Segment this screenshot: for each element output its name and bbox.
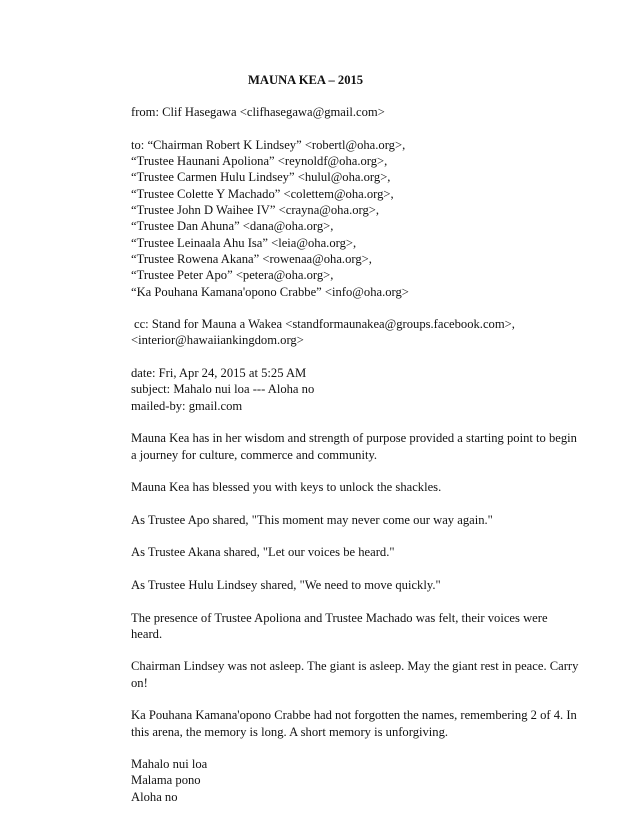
from-text: from: Clif Hasegawa <clifhasegawa@gmail.com> [131, 105, 385, 120]
closing [131, 756, 581, 805]
body-paragraph: Chairman Lindsey was not asleep. The giant is asleep. May the giant rest in peace. Carry on! [131, 659, 579, 690]
to-line: “Trustee Haunani Apoliona” <reynoldf@oha.org>, [131, 154, 388, 169]
email-metadata [131, 365, 581, 414]
to-line: “Trustee Rowena Akana” <rowenaa@oha.org>, [131, 251, 372, 266]
closing-line: Aloha no [131, 789, 178, 804]
to-line: “Ka Pouhana Kamana'opono Crabbe” <info@oha.org> [131, 284, 409, 299]
document-title: MAUNA KEA – 2015 [248, 73, 364, 87]
body-paragraph: As Trustee Akana shared, "Let our voices be heard." [131, 545, 395, 560]
body-paragraph: Mauna Kea has in her wisdom and strength of purpose provided a starting point to begin a journey for culture, commerce and community. [131, 431, 577, 462]
body-paragraph: The presence of Trustee Apoliona and Trustee Machado was felt, their voices were heard. [131, 610, 548, 641]
mailed-by-line: mailed-by: gmail.com [131, 398, 243, 413]
to-recipients [131, 137, 581, 300]
to-line: “Trustee Leinaala Ahu Isa” <leia@oha.org>, [131, 235, 357, 250]
cc-line: cc: Stand for Mauna a Wakea <standformaunakea@groups.facebook.com>, [134, 317, 515, 332]
cc-recipients [131, 316, 581, 349]
closing-line: Malama pono [131, 773, 201, 788]
to-line: “Trustee John D Waihee IV” <crayna@oha.org>, [131, 203, 380, 218]
document-page [131, 72, 581, 821]
to-line: to: “Chairman Robert K Lindsey” <robertl@oha.org>, [131, 137, 406, 152]
body-paragraph: Ka Pouhana Kamana'opono Crabbe had not forgotten the names, remembering 2 of 4. In this arena, the memory is long. A short memory is unforgiving. [131, 708, 577, 739]
to-line: “Trustee Peter Apo” <petera@oha.org>, [131, 268, 334, 283]
body-paragraph: As Trustee Hulu Lindsey shared, "We need to move quickly." [131, 577, 441, 592]
body-paragraph: Mauna Kea has blessed you with keys to unlock the shackles. [131, 480, 442, 495]
body-paragraph: As Trustee Apo shared, "This moment may never come our way again." [131, 512, 493, 527]
closing-line: Mahalo nui loa [131, 757, 208, 772]
to-line: “Trustee Dan Ahuna” <dana@oha.org>, [131, 219, 334, 234]
from-line [131, 104, 581, 120]
to-line: “Trustee Carmen Hulu Lindsey” <hulul@oha.org>, [131, 170, 391, 185]
subject-line: subject: Mahalo nui loa --- Aloha no [131, 382, 315, 397]
cc-line: <interior@hawaiiankingdom.org> [131, 333, 304, 348]
to-line: “Trustee Colette Y Machado” <colettem@oha.org>, [131, 186, 394, 201]
date-line: date: Fri, Apr 24, 2015 at 5:25 AM [131, 366, 307, 381]
